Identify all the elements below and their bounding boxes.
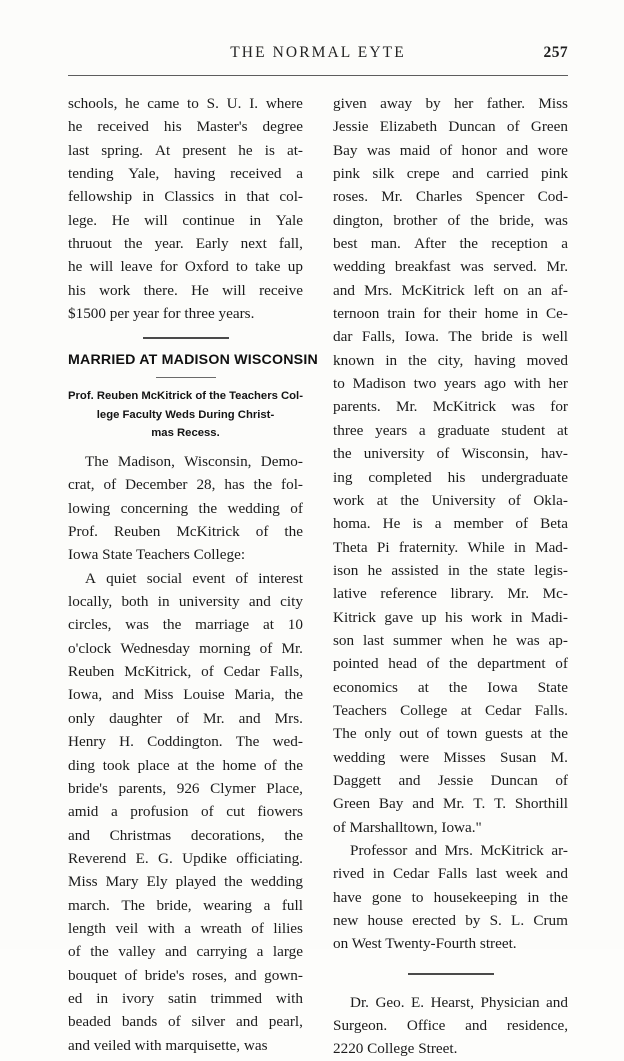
paragraph-line: Daggett and Jessie Duncan of bbox=[333, 771, 568, 789]
article-paragraph-1 bbox=[68, 450, 303, 567]
paragraph-line: pink silk crepe and carried pink bbox=[333, 165, 568, 183]
paragraph-line: Reverend E. G. Updike officiating. bbox=[68, 849, 303, 867]
advertisement-line: 2220 College Street. bbox=[333, 1040, 458, 1058]
paragraph-line: ed in ivory satin trimmed with bbox=[68, 989, 303, 1007]
paragraph-line: of the valley and carrying a large bbox=[68, 943, 303, 961]
subhead-line: Prof. Reuben McKitrick of the Teachers Col- bbox=[68, 390, 303, 403]
paragraph-line: o'clock Wednesday morning of Mr. bbox=[68, 639, 303, 657]
paragraph-line: march. The bride, wearing a full bbox=[68, 896, 303, 914]
paragraph-line: Teachers College at Cedar Falls. bbox=[333, 701, 568, 719]
continued-text-line: schools, he came to S. U. I. where bbox=[68, 95, 303, 112]
header-divider-rule bbox=[68, 75, 568, 76]
paragraph-line: beaded bands of silver and pearl, bbox=[68, 1013, 303, 1031]
paragraph-line: Henry H. Coddington. The wed- bbox=[68, 733, 303, 751]
paragraph-line: and Mrs. McKitrick left on an af- bbox=[333, 281, 568, 299]
article-continuation-text bbox=[333, 92, 568, 839]
advertisement-line: Surgeon. Office and residence, bbox=[333, 1017, 568, 1035]
paragraph-line: best man. After the reception a bbox=[333, 235, 568, 253]
paragraph-line: Jessie Elizabeth Duncan of Green bbox=[333, 118, 568, 136]
paragraph-line: Bay was maid of honor and wore bbox=[333, 141, 568, 159]
paragraph-line: parents. Mr. McKitrick was for bbox=[333, 398, 568, 416]
left-column bbox=[68, 92, 318, 1057]
paragraph-line: known in the city, having moved bbox=[333, 351, 568, 369]
paragraph-line: lowing concerning the wedding of bbox=[68, 499, 303, 517]
article-headline: MARRIED AT MADISON WISCONSIN bbox=[68, 352, 318, 369]
paragraph-line: three years a graduate student at bbox=[333, 421, 568, 439]
continued-text-line: last spring. At present he is at- bbox=[68, 141, 303, 159]
paragraph-line: and veiled with marquisette, was bbox=[68, 1036, 268, 1054]
continued-text-line: lege. He will continue in Yale bbox=[68, 211, 303, 229]
continued-article-text bbox=[68, 92, 303, 325]
paragraph-line: ison he assisted in the state legis- bbox=[333, 561, 568, 579]
page-number: 257 bbox=[543, 44, 568, 61]
paragraph-line: to Madison two years ago with her bbox=[333, 375, 568, 393]
paragraph-line: have gone to housekeeping in the bbox=[333, 888, 568, 906]
continued-text-line: his work there. He will receive bbox=[68, 281, 303, 299]
paragraph-line: only daughter of Mr. and Mrs. bbox=[68, 709, 303, 727]
paragraph-line: economics at the Iowa State bbox=[333, 678, 568, 696]
paragraph-line: Iowa State Teachers College: bbox=[68, 546, 246, 564]
paragraph-line: circles, was the marriage at 10 bbox=[68, 616, 303, 634]
subhead-line: lege Faculty Weds During Christ- bbox=[96, 408, 275, 421]
paragraph-line: the university of Wisconsin, hav- bbox=[333, 445, 568, 463]
continued-text-line: he received his Master's degree bbox=[68, 118, 303, 136]
running-head bbox=[68, 44, 568, 70]
paragraph-line: homa. He is a member of Beta bbox=[333, 515, 568, 533]
article-subhead bbox=[68, 387, 303, 442]
paragraph-line: new house erected by S. L. Crum bbox=[333, 912, 568, 930]
paragraph-line: lative reference library. Mr. Mc- bbox=[333, 585, 568, 603]
advertisement-line: Dr. Geo. E. Hearst, Physician and bbox=[350, 993, 568, 1011]
paragraph-line: Green Bay and Mr. T. T. Shorthill bbox=[333, 795, 568, 813]
paragraph-line: rived in Cedar Falls last week and bbox=[333, 865, 568, 883]
headline-underline-rule bbox=[156, 377, 216, 378]
paragraph-line: Prof. Reuben McKitrick of the bbox=[68, 523, 303, 541]
closing-paragraph bbox=[333, 839, 568, 956]
article-paragraph-2 bbox=[68, 567, 303, 1057]
paragraph-line: and Christmas decorations, the bbox=[68, 826, 303, 844]
continued-text-line: tending Yale, having received a bbox=[68, 165, 303, 183]
paragraph-line: Miss Mary Ely played the wedding bbox=[68, 873, 303, 891]
paragraph-line: crat, of December 28, has the fol- bbox=[68, 476, 303, 494]
paragraph-line: of Marshalltown, Iowa." bbox=[333, 818, 482, 836]
continued-text-line: thruout the year. Early next fall, bbox=[68, 235, 303, 253]
paragraph-line: bride's parents, 926 Clymer Place, bbox=[68, 779, 303, 797]
paragraph-line: The only out of town guests at the bbox=[333, 725, 568, 743]
paragraph-line: length veil with a wreath of lilies bbox=[68, 919, 303, 937]
continued-text-line: $1500 per year for three years. bbox=[68, 305, 255, 323]
paragraph-line: The Madison, Wisconsin, Demo- bbox=[85, 453, 303, 471]
paragraph-line: on West Twenty-Fourth street. bbox=[333, 935, 517, 953]
paragraph-line: Iowa, and Miss Louise Maria, the bbox=[68, 686, 303, 704]
paragraph-line: wedding were Misses Susan M. bbox=[333, 748, 568, 766]
paragraph-line: locally, both in university and city bbox=[68, 593, 303, 611]
paragraph-line: wedding breakfast was served. Mr. bbox=[333, 258, 568, 276]
paragraph-line: dington, brother of the bride, was bbox=[333, 211, 568, 229]
right-column bbox=[333, 92, 568, 1061]
paragraph-line: ding took place at the home of the bbox=[68, 756, 303, 774]
paragraph-line: A quiet social event of interest bbox=[85, 569, 303, 587]
paragraph-line: amid a profusion of cut fiowers bbox=[68, 803, 303, 821]
advertisement-divider-rule bbox=[408, 973, 494, 975]
paragraph-line: dar Falls, Iowa. The bride is well bbox=[333, 328, 568, 346]
paragraph-line: work at the University of Okla- bbox=[333, 491, 568, 509]
subhead-line: mas Recess. bbox=[151, 426, 220, 439]
continued-text-line: he will leave for Oxford to take up bbox=[68, 258, 303, 276]
paragraph-line: given away by her father. Miss bbox=[333, 95, 568, 112]
paragraph-line: pointed head of the department of bbox=[333, 655, 568, 673]
paragraph-line: ternoon train for their home in Ce- bbox=[333, 305, 568, 323]
running-head-title: THE NORMAL EYTE bbox=[230, 44, 406, 61]
paragraph-line: Theta Pi fraternity. While in Mad- bbox=[333, 538, 568, 556]
paragraph-line: son last summer when he was ap- bbox=[333, 631, 568, 649]
body-columns bbox=[68, 92, 568, 1058]
section-divider-rule bbox=[143, 337, 229, 339]
advertisement-block bbox=[333, 991, 568, 1061]
paragraph-line: Reuben McKitrick, of Cedar Falls, bbox=[68, 663, 303, 681]
paragraph-line: bouquet of bride's roses, and gown- bbox=[68, 966, 303, 984]
paragraph-line: ing completed his undergraduate bbox=[333, 468, 568, 486]
paragraph-line: Kitrick gave up his work in Madi- bbox=[333, 608, 568, 626]
paragraph-line: roses. Mr. Charles Spencer Cod- bbox=[333, 188, 568, 206]
paragraph-line: Professor and Mrs. McKitrick ar- bbox=[350, 842, 568, 859]
continued-text-line: fellowship in Classics in that col- bbox=[68, 188, 303, 206]
spacer bbox=[68, 442, 303, 450]
